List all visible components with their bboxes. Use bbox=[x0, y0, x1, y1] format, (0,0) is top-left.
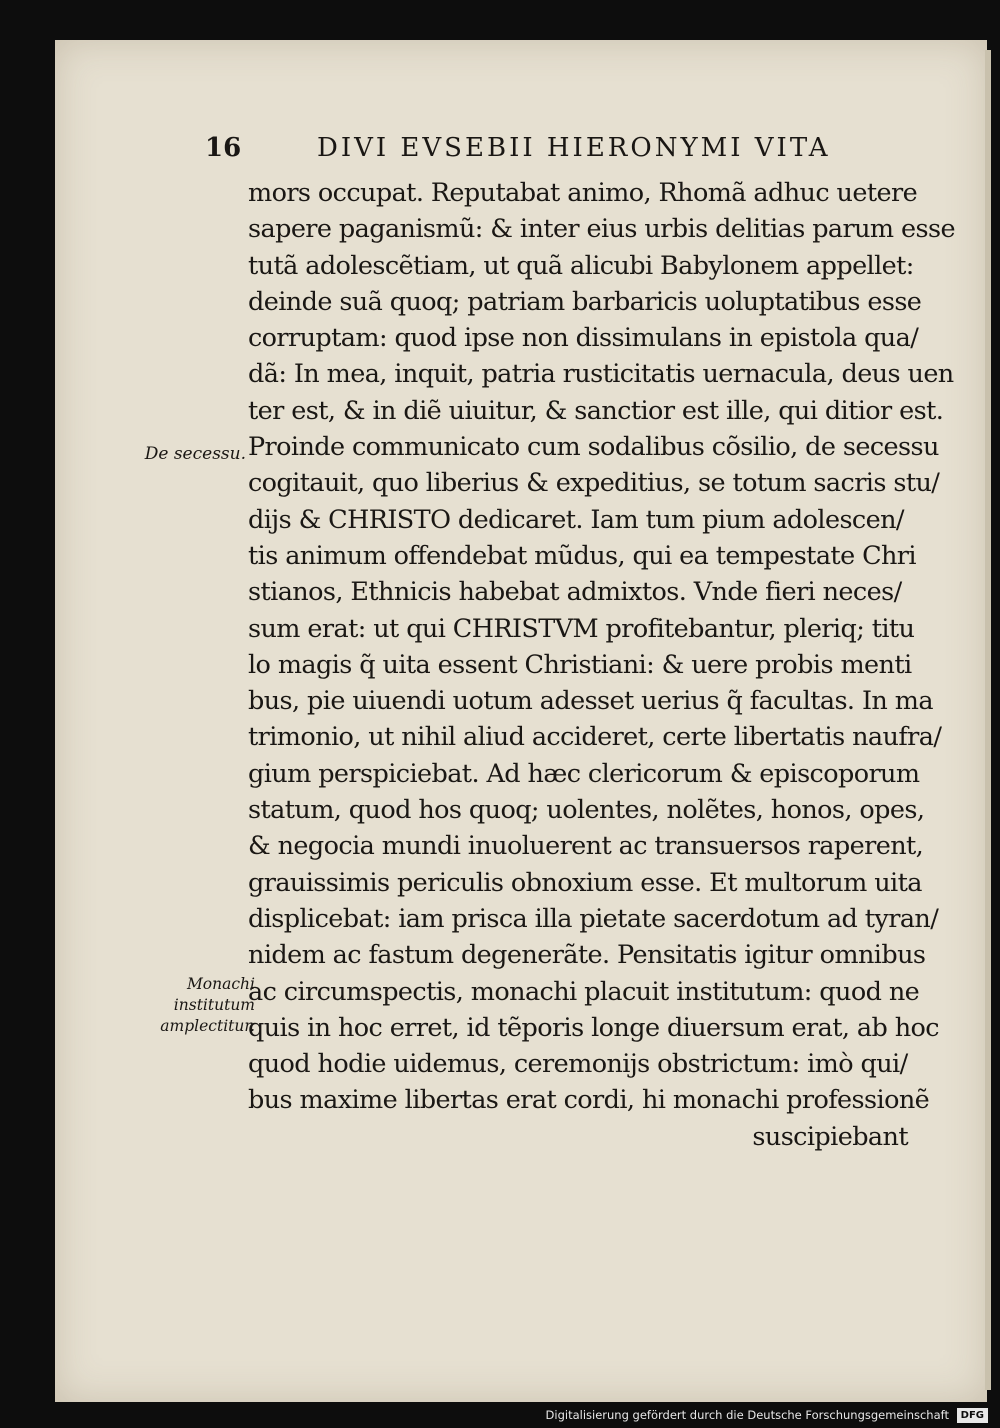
text-line: sapere paganismũ: & inter eius urbis delitias parum esse bbox=[248, 214, 955, 245]
running-title: DIVI EVSEBII HIERONYMI VITA bbox=[317, 133, 831, 163]
footer-text: Digitalisierung gefördert durch die Deutsche Forschungsgemeinschaft bbox=[545, 1408, 949, 1422]
text-line: mors occupat. Reputabat animo, Rhomã adhuc uetere bbox=[248, 178, 918, 208]
body-text bbox=[248, 175, 955, 1155]
text-line: tutã adolescẽtiam, ut quã alicubi Babylonem appellet: bbox=[248, 250, 914, 281]
text-line: trimonio, ut nihil aliud accideret, certe libertatis naufra/ bbox=[248, 722, 942, 753]
margin-note-line: Monachi bbox=[186, 975, 255, 993]
page-number: 16 bbox=[205, 133, 242, 163]
margin-note-line: amplectitur. bbox=[160, 1017, 255, 1035]
text-line: bus maxime libertas erat cordi, hi monachi professionẽ bbox=[248, 1085, 930, 1116]
footer-credit bbox=[546, 1404, 988, 1426]
text-line: & negocia mundi inuoluerent ac transuersos raperent, bbox=[248, 831, 924, 862]
text-line: sum erat: ut qui CHRISTVM profitebantur, pleriq; titu bbox=[248, 613, 915, 644]
text-line: gium perspiciebat. Ad hæc clericorum & episcoporum bbox=[248, 758, 920, 789]
text-line: displicebat: iam prisca illa pietate sacerdotum ad tyran/ bbox=[248, 903, 939, 934]
text-line: bus, pie uiuendi uotum adesset uerius q̃ facultas. In ma bbox=[248, 686, 933, 717]
text-line: quis in hoc erret, id tẽporis longe diuersum erat, ab hoc bbox=[248, 1012, 939, 1043]
catchword: suscipiebant bbox=[752, 1121, 908, 1152]
text-line: Proinde communicato cum sodalibus cõsilio, de secessu bbox=[248, 432, 939, 463]
margin-note-monachi bbox=[125, 974, 255, 1037]
dfg-logo[interactable]: DFG bbox=[957, 1408, 988, 1423]
text-line: corruptam: quod ipse non dissimulans in epistola qua/ bbox=[248, 323, 919, 354]
text-line: lo magis q̃ uita essent Christiani: & uere probis menti bbox=[248, 649, 912, 680]
text-line: dijs & CHRISTO dedicaret. Iam tum pium adolescen/ bbox=[248, 504, 904, 535]
text-line: stianos, Ethnicis habebat admixtos. Vnde fieri neces/ bbox=[248, 577, 902, 608]
text-line: quod hodie uidemus, ceremonijs obstrictum: imò qui/ bbox=[248, 1049, 908, 1080]
margin-note-secessu: De secessu. bbox=[144, 444, 246, 464]
text-line: grauissimis periculis obnoxium esse. Et multorum uita bbox=[248, 867, 922, 898]
text-line: ac circumspectis, monachi placuit institutum: quod ne bbox=[248, 976, 920, 1007]
text-line: cogitauit, quo liberius & expeditius, se totum sacris stu/ bbox=[248, 468, 940, 499]
text-line: statum, quod hos quoq; uolentes, nolẽtes, honos, opes, bbox=[248, 795, 925, 826]
text-line: ter est, & in diẽ uiuitur, & sanctior est ille, qui ditior est. bbox=[248, 395, 944, 426]
text-line: nidem ac fastum degenerãte. Pensitatis igitur omnibus bbox=[248, 940, 926, 971]
text-line: deinde suã quoq; patriam barbaricis uoluptatibus esse bbox=[248, 286, 922, 317]
text-line: tis animum offendebat mũdus, qui ea tempestate Chri bbox=[248, 540, 916, 571]
text-line: dã: In mea, inquit, patria rusticitatis uernacula, deus uen bbox=[248, 359, 954, 390]
margin-note-line: institutum bbox=[173, 996, 255, 1014]
running-head bbox=[205, 133, 831, 169]
page-edge bbox=[985, 50, 991, 1390]
